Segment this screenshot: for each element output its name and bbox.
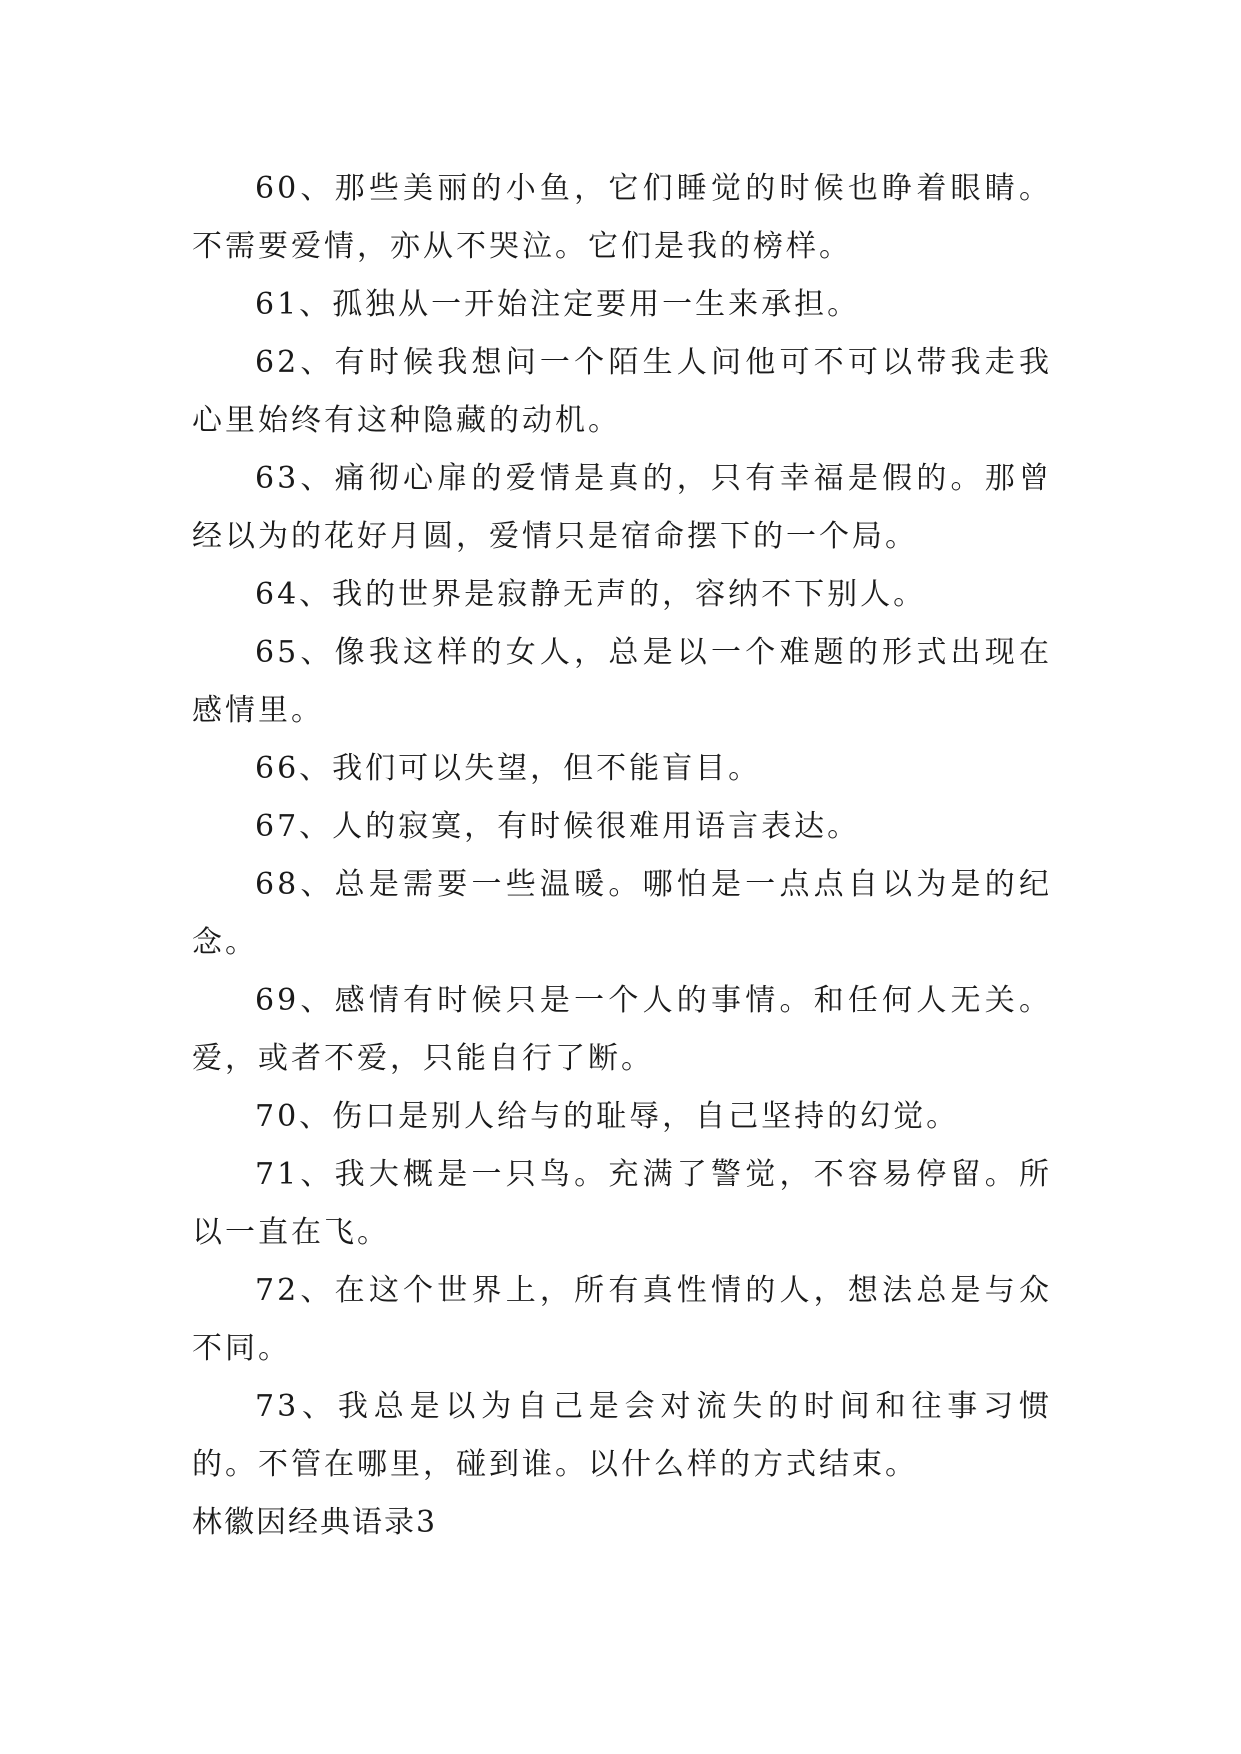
quote-paragraph-60: 60、那些美丽的小鱼，它们睡觉的时候也睁着眼睛。不需要爱情，亦从不哭泣。它们是我的榜样。 xyxy=(192,171,1052,264)
quote-list xyxy=(192,160,1052,1494)
quote-paragraph-72: 72、在这个世界上，所有真性情的人，想法总是与众不同。 xyxy=(192,1273,1052,1366)
quote-paragraph-71: 71、我大概是一只鸟。充满了警觉，不容易停留。所以一直在飞。 xyxy=(192,1157,1052,1250)
quote-paragraph-73: 73、我总是以为自己是会对流失的时间和往事习惯的。不管在哪里，碰到谁。以什么样的方式结束。 xyxy=(192,1389,1052,1482)
quote-paragraph-68: 68、总是需要一些温暖。哪怕是一点点自以为是的纪念。 xyxy=(192,867,1052,960)
quote-paragraph-65: 65、像我这样的女人，总是以一个难题的形式出现在感情里。 xyxy=(192,635,1052,728)
quote-paragraph-63: 63、痛彻心扉的爱情是真的，只有幸福是假的。那曾经以为的花好月圆，爱情只是宿命摆下的一个局。 xyxy=(192,461,1052,554)
section-heading: 林徽因经典语录3 xyxy=(192,1505,438,1540)
quote-paragraph-66: 66、我们可以失望，但不能盲目。 xyxy=(255,751,762,786)
quote-paragraph-64: 64、我的世界是寂静无声的，容纳不下别人。 xyxy=(255,577,927,612)
quote-paragraph-62: 62、有时候我想问一个陌生人问他可不可以带我走我心里始终有这种隐藏的动机。 xyxy=(192,345,1052,438)
quote-paragraph-70: 70、伤口是别人给与的耻辱，自己坚持的幻觉。 xyxy=(255,1099,960,1134)
quote-paragraph-61: 61、孤独从一开始注定要用一生来承担。 xyxy=(255,287,861,322)
quote-paragraph-69: 69、感情有时候只是一个人的事情。和任何人无关。爱，或者不爱，只能自行了断。 xyxy=(192,983,1052,1076)
quote-paragraph-67: 67、人的寂寞，有时候很难用语言表达。 xyxy=(255,809,861,844)
